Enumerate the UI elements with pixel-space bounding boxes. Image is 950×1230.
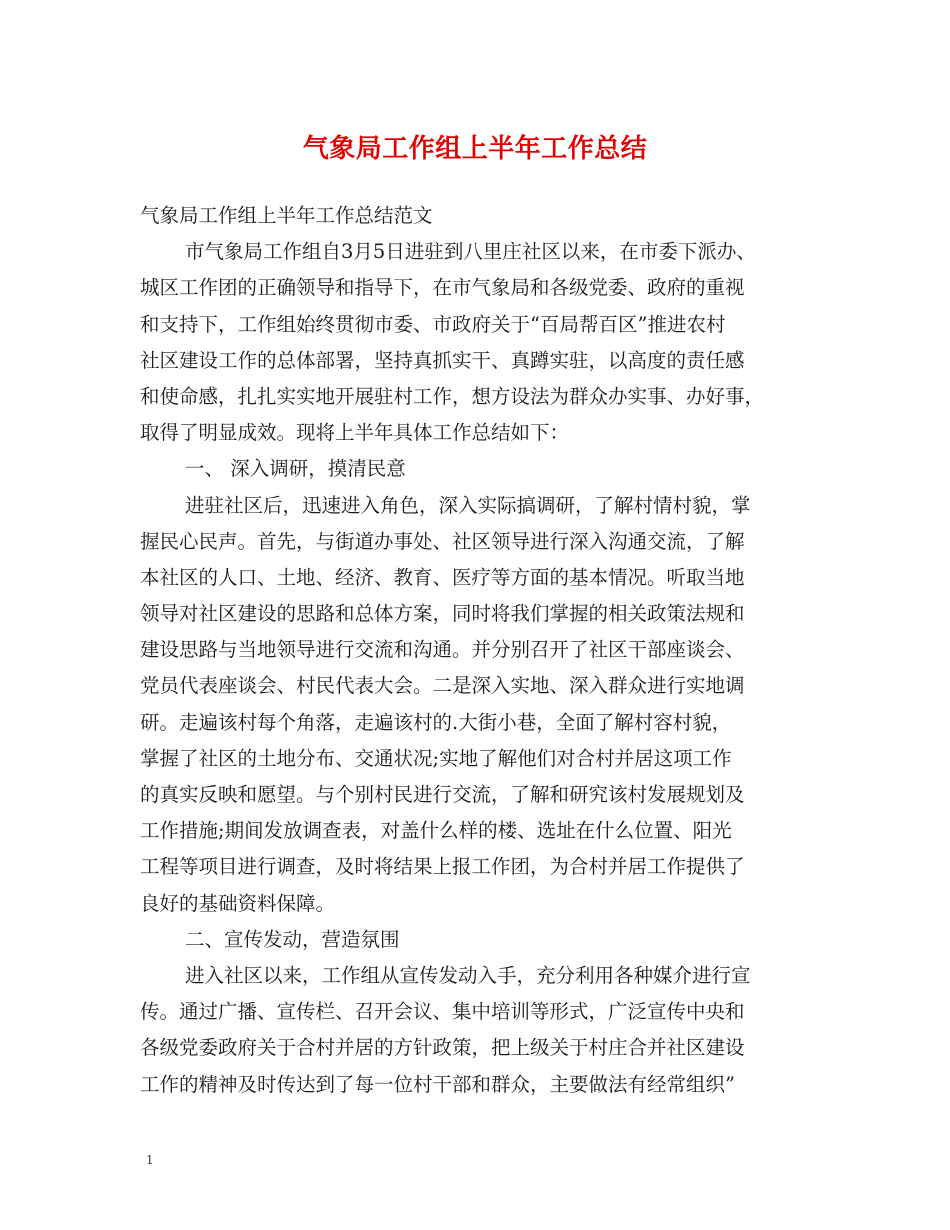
page-number: 1 [146, 1153, 154, 1167]
body-line: 进驻社区后，迅速进入角色，深入实际搞调研，了解村情村貌，掌 [185, 493, 751, 517]
body-line: 本社区的人口、土地、经济、教育、医疗等方面的基本情况。听取当地 [140, 565, 745, 589]
body-line: 社区建设工作的总体部署，坚持真抓实干、真蹲实驻，以高度的责任感 [140, 348, 745, 372]
section-heading: 二、宣传发动，营造氛围 [185, 927, 400, 951]
document-body [140, 198, 830, 1103]
body-line: 传。通过广播、宣传栏、召开会议、集中培训等形式，广泛宣传中央和 [140, 1000, 745, 1024]
subtitle-line: 气象局工作组上半年工作总结范文 [140, 204, 433, 227]
body-line: 取得了明显成效。现将上半年具体工作总结如下： [140, 421, 570, 445]
body-line: 的真实反映和愿望。与个别村民进行交流，了解和研究该村发展规划及 [140, 783, 745, 806]
document-title: 气象局工作组上半年工作总结 [302, 134, 648, 164]
section-heading: 一、 深入调研，摸清民意 [185, 457, 406, 481]
body-line: 领导对社区建设的思路和总体方案，同时将我们掌握的相关政策法规和 [140, 602, 745, 626]
body-line: 掌握了社区的土地分布、交通状况;实地了解他们对合村并居这项工作 [140, 746, 732, 770]
body-line: 工作的精神及时传达到了每一位村干部和群众，主要做法有经常组织” [140, 1072, 735, 1096]
body-line: 研。走遍该村每个角落，走遍该村的.大街小巷，全面了解村容村貌， [140, 710, 732, 734]
body-line: 各级党委政府关于合村并居的方针政策，把上级关于村庄合并社区建设 [140, 1036, 745, 1060]
body-line: 和使命感，扎扎实实地开展驻村工作，想方设法为群众办实事、办好事， [140, 384, 765, 408]
body-line: 良好的基础资料保障。 [140, 891, 336, 915]
body-line: 党员代表座谈会、村民代表大会。二是深入实地、深入群众进行实地调 [140, 674, 745, 698]
body-line: 和支持下，工作组始终贯彻市委、市政府关于“百局帮百区”推进农村 [140, 312, 726, 336]
body-line: 城区工作团的正确领导和指导下，在市气象局和各级党委、政府的重视 [140, 276, 745, 300]
body-line: 市气象局工作组自3月5日进驻到八里庄社区以来，在市委下派办、 [185, 240, 756, 264]
body-line: 握民心民声。首先，与街道办事处、社区领导进行深入沟通交流，了解 [140, 529, 745, 553]
body-line: 工程等项目进行调查，及时将结果上报工作团，为合村并居工作提供了 [140, 855, 745, 879]
body-line: 建设思路与当地领导进行交流和沟通。并分别召开了社区干部座谈会、 [140, 638, 745, 662]
body-line: 进入社区以来，工作组从宣传发动入手，充分利用各种媒介进行宣 [185, 963, 751, 987]
body-line: 工作措施;期间发放调查表，对盖什么样的楼、选址在什么位置、阳光 [140, 819, 732, 843]
